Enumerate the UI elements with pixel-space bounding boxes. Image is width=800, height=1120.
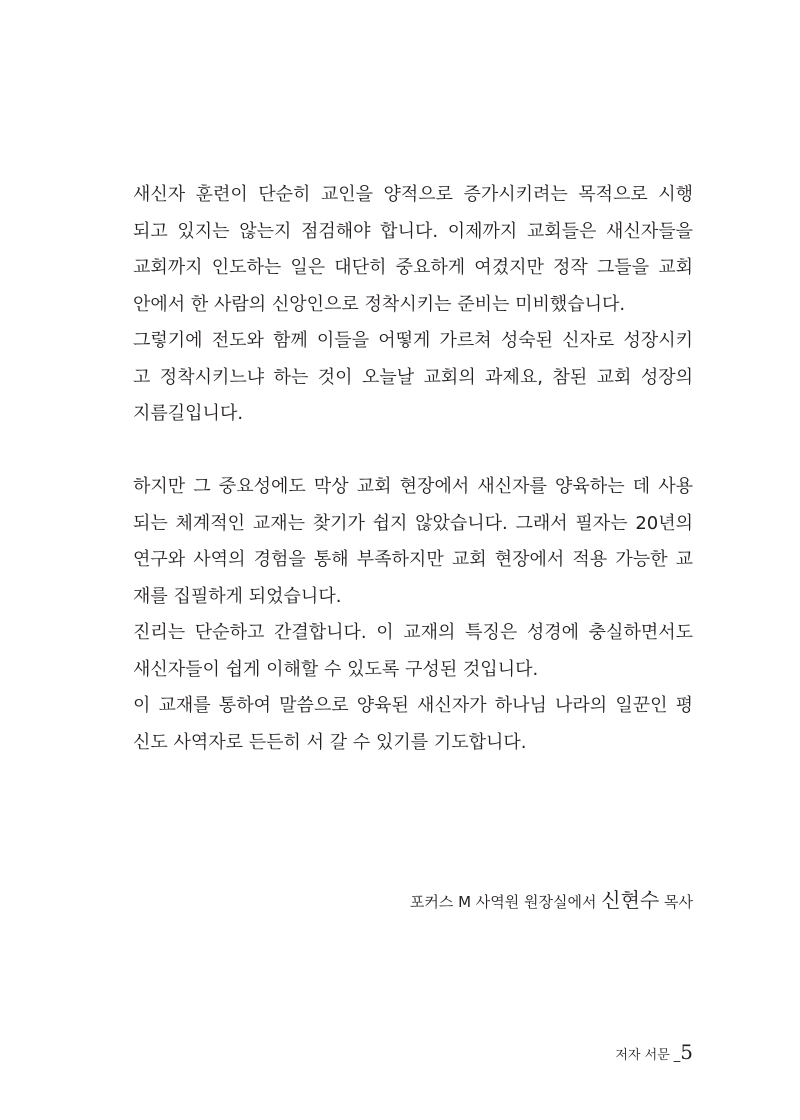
preface-paragraph-2: [133, 469, 693, 761]
signature-affiliation: 포커스 M 사역원 원장실에서: [409, 893, 597, 911]
preface-paragraph-1: [133, 177, 693, 433]
text-line: 되고 있지는 않는지 점검해야 합니다. 이제까지 교회들은 새신자들을: [133, 220, 693, 242]
text-line: 고 정착시키느냐 하는 것이 오늘날 교회의 과제요, 참된 교회 성장의: [133, 366, 693, 388]
text-line: 그렇기에 전도와 함께 이들을 어떻게 가르쳐 성숙된 신자로 성장시키: [133, 330, 693, 351]
signature-name: 신현수: [601, 888, 660, 912]
author-signature: [410, 886, 693, 916]
text-line: 교회까지 인도하는 일은 대단히 중요하게 여겼지만 정작 그들을 교회: [133, 257, 693, 278]
text-line: 신도 사역자로 든든히 서 갈 수 있기를 기도합니다.: [133, 731, 527, 753]
text-line: 안에서 한 사람의 신앙인으로 정착시키는 준비는 미비했습니다.: [133, 293, 626, 315]
text-line: 연구와 사역의 경험을 통해 부족하지만 교회 현장에서 적용 가능한 교: [133, 549, 693, 570]
signature-title: 목사: [664, 893, 693, 911]
text-line: 지름길입니다.: [133, 403, 244, 424]
text-line: 재를 집필하게 되었습니다.: [133, 585, 342, 607]
text-line: 이 교재를 통하여 말씀으로 양육된 새신자가 하나님 나라의 일꾼인 평: [133, 695, 693, 716]
paragraph-spacer: [133, 433, 693, 470]
section-label: 저자 서문: [615, 1048, 670, 1063]
page-number: 5: [680, 1040, 693, 1064]
text-line: 새신자 훈련이 단순히 교인을 양적으로 증가시키려는 목적으로 시행: [133, 184, 693, 205]
text-line: 되는 체계적인 교재는 찾기가 쉽지 않았습니다. 그래서 필자는 20년의: [133, 512, 693, 534]
page-footer: [615, 1040, 693, 1064]
preface-body: [133, 177, 693, 761]
footer-separator: _: [673, 1048, 681, 1063]
text-line: 진리는 단순하고 간결합니다. 이 교재의 특징은 성경에 충실하면서도: [133, 622, 693, 643]
text-line: 새신자들이 쉽게 이해할 수 있도록 구성된 것입니다.: [133, 658, 539, 680]
text-line: 하지만 그 중요성에도 막상 교회 현장에서 새신자를 양육하는 데 사용: [133, 476, 693, 497]
